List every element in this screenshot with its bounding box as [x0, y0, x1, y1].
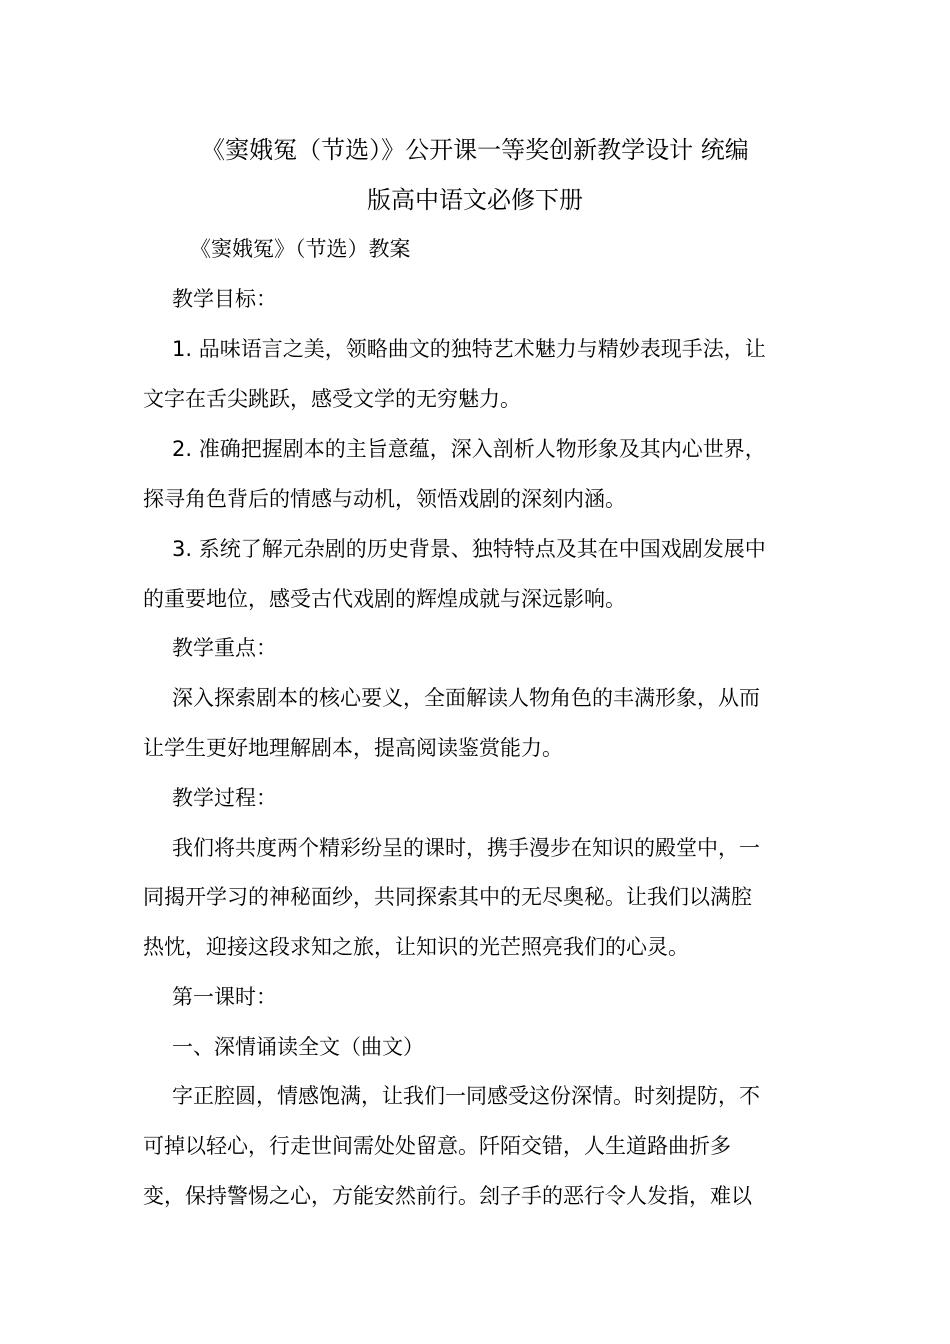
reading-line-1: 字正腔圆，情感饱满，让我们一同感受这份深情。时刻提防，不	[172, 1084, 760, 1108]
goal-2-line-1: 2. 准确把握剧本的主旨意蕴，深入剖析人物形象及其内心世界，	[172, 437, 766, 461]
process-line-2: 同揭开学习的神秘面纱，共同探索其中的无尽奥秘。让我们以满腔	[143, 885, 752, 909]
focus-heading: 教学重点：	[172, 636, 277, 660]
reading-line-2: 可掉以轻心，行走世间需处处留意。阡陌交错，人生道路曲折多	[143, 1134, 731, 1158]
lesson-plan-subtitle: 《窦娥冤》（节选）教案	[190, 237, 411, 261]
lesson-1-heading: 第一课时：	[172, 985, 277, 1009]
focus-line-2: 让学生更好地理解剧本，提高阅读鉴赏能力。	[143, 736, 563, 760]
process-line-1: 我们将共度两个精彩纷呈的课时，携手漫步在知识的殿堂中，一	[172, 836, 760, 860]
document-title-line-1: 《窦娥冤（节选）》公开课一等奖创新教学设计 统编	[201, 136, 749, 164]
section-1-heading: 一、深情诵读全文（曲文）	[172, 1035, 424, 1059]
goals-heading: 教学目标：	[172, 287, 277, 311]
process-line-3: 热忱，迎接这段求知之旅，让知识的光芒照亮我们的心灵。	[143, 935, 689, 959]
goal-1-line-2: 文字在舌尖跳跃，感受文学的无穷魅力。	[143, 387, 521, 411]
goal-3-line-2: 的重要地位，感受古代戏剧的辉煌成就与深远影响。	[143, 587, 626, 611]
goal-3-line-1: 3. 系统了解元杂剧的历史背景、独特特点及其在中国戏剧发展中	[172, 537, 766, 561]
goal-1-line-1: 1. 品味语言之美，领略曲文的独特艺术魅力与精妙表现手法，让	[172, 337, 766, 361]
focus-line-1: 深入探索剧本的核心要义，全面解读人物角色的丰满形象，从而	[172, 686, 760, 710]
document-title-line-2: 版高中语文必修下册	[367, 186, 583, 214]
goal-2-line-2: 探寻角色背后的情感与动机，领悟戏剧的深刻内涵。	[143, 487, 626, 511]
process-heading: 教学过程：	[172, 786, 277, 810]
reading-line-3: 变，保持警惕之心，方能安然前行。刽子手的恶行令人发指，难以	[143, 1184, 752, 1208]
